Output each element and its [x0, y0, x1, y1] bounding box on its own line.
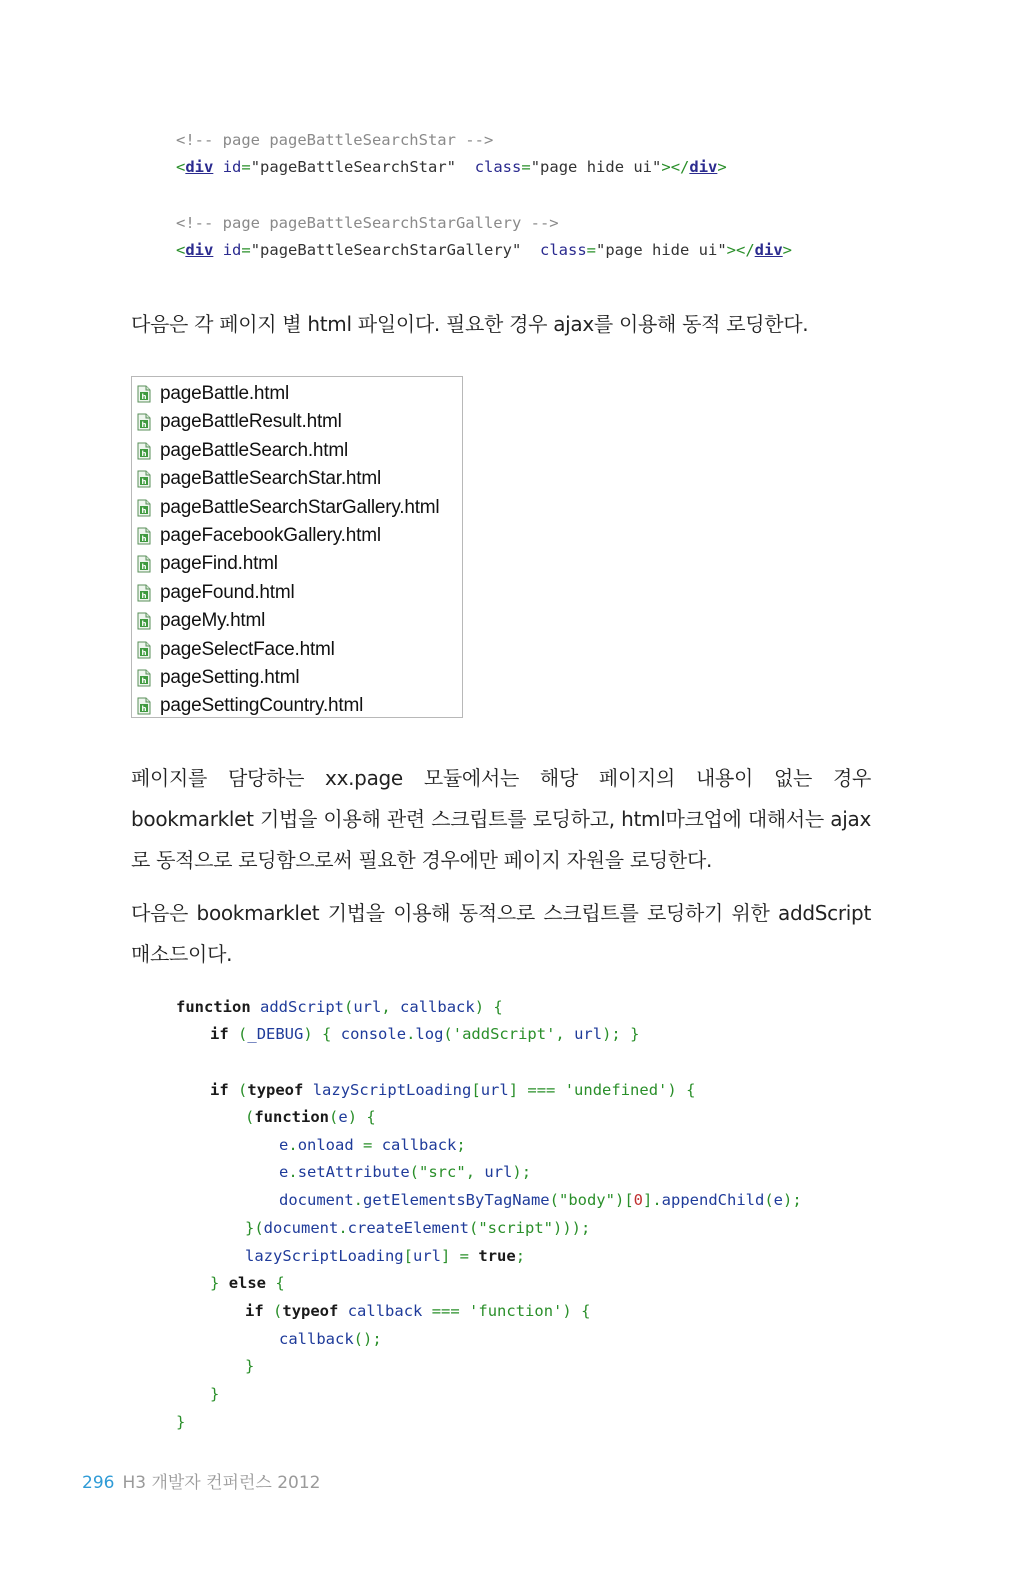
code-div-line-2: <div id="pageBattleSearchStarGallery" class="page hide ui"></div> — [176, 241, 793, 259]
svg-text:h: h — [141, 591, 147, 600]
file-name: pageFacebookGallery.html — [160, 525, 381, 546]
page-footer — [82, 1468, 320, 1493]
svg-text:h: h — [141, 535, 147, 543]
code-comment: <!-- page pageBattleSearchStar --> — [176, 131, 494, 149]
file-list-item[interactable] — [137, 465, 381, 493]
body-paragraph-line-3: 로 동적으로 로딩함으로써 필요한 경우에만 페이지 자원을 로딩한다. — [131, 848, 713, 872]
file-list-item[interactable] — [137, 522, 381, 550]
svg-text:h: h — [141, 478, 147, 487]
file-name: pageFind.html — [160, 553, 278, 575]
code-attr-value: "pageBattleSearchStar" — [250, 158, 457, 176]
html-file-icon — [137, 527, 151, 545]
svg-text:h: h — [141, 449, 147, 458]
svg-text:h: h — [141, 648, 147, 657]
code-attr-value: "page hide ui" — [530, 158, 662, 176]
code-line: }(document.createElement("script"))); — [245, 1219, 591, 1237]
html-file-icon — [137, 669, 151, 687]
code-line: e.onload = callback; — [279, 1136, 466, 1154]
file-list-item[interactable] — [137, 607, 265, 635]
intro-paragraph: 다음은 각 페이지 별 html 파일이다. 필요한 경우 ajax를 이용해 동적 로딩한다. — [131, 312, 809, 336]
file-name: pageSettingCountry.html — [160, 695, 364, 717]
file-list-item[interactable] — [137, 692, 363, 720]
code-line: e.setAttribute("src", url); — [279, 1163, 532, 1181]
addscript-paragraph-line-1: 다음은 bookmarklet 기법을 이용해 동적으로 스크립트를 로딩하기 위한 addScript — [131, 901, 871, 925]
file-name: pageBattleSearchStar.html — [160, 468, 382, 490]
html-file-icon — [137, 470, 151, 488]
body-paragraph-line-1: 페이지를 담당하는 xx.page 모듈에서는 해당 페이지의 내용이 없는 경우 — [131, 766, 871, 790]
html-file-icon — [137, 612, 151, 630]
code-line: } — [210, 1385, 220, 1403]
code-line: if (typeof lazyScriptLoading[url] === 'undefined') { — [210, 1081, 696, 1099]
html-file-icon — [137, 499, 151, 517]
svg-text:h: h — [141, 421, 147, 430]
file-name: pageSetting.html — [160, 667, 300, 688]
svg-text:h: h — [141, 677, 147, 685]
html-file-icon — [137, 555, 151, 573]
html-file-icon — [137, 385, 151, 403]
code-line: (function(e) { — [245, 1108, 376, 1126]
code-line: } else { — [210, 1274, 285, 1292]
file-list-item[interactable] — [137, 437, 348, 465]
addscript-paragraph-line-2: 매소드이다. — [131, 942, 233, 966]
file-list-item[interactable] — [137, 579, 295, 607]
code-line: if (_DEBUG) { console.log('addScript', url); } — [210, 1025, 640, 1043]
code-line: } — [176, 1413, 186, 1431]
file-list-item[interactable] — [137, 494, 439, 522]
code-attr-value: "page hide ui" — [596, 241, 727, 259]
code-attr-value: "pageBattleSearchStarGallery" — [250, 241, 522, 259]
file-name: pageBattleResult.html — [160, 411, 342, 433]
code-line: document.getElementsByTagName("body")[0].appendChild(e); — [279, 1191, 802, 1209]
code-line: } — [245, 1357, 255, 1375]
code-line: lazyScriptLoading[url] = true; — [245, 1247, 526, 1265]
html-file-icon — [137, 413, 151, 431]
file-name: pageBattleSearch.html — [160, 439, 349, 461]
file-name: pageFound.html — [160, 581, 295, 603]
svg-text:h: h — [141, 620, 147, 629]
file-list-item[interactable] — [137, 664, 299, 692]
file-name: pageMy.html — [160, 610, 266, 632]
file-list-item[interactable] — [137, 636, 335, 664]
footer-title: H3 개발자 컨퍼런스 2012 — [122, 1473, 321, 1493]
file-list-item[interactable] — [137, 380, 289, 408]
html-file-icon — [137, 442, 151, 460]
svg-text:h: h — [141, 393, 147, 401]
file-name: pageBattle.html — [160, 383, 290, 404]
file-list-panel — [131, 376, 463, 718]
file-list-item[interactable] — [137, 550, 278, 578]
html-file-icon — [137, 584, 151, 602]
html-file-icon — [137, 697, 151, 715]
code-comment: <!-- page pageBattleSearchStarGallery --> — [176, 214, 559, 232]
code-line: callback(); — [279, 1330, 382, 1348]
code-comment-line-1 — [176, 130, 493, 150]
page-number: 296 — [82, 1473, 115, 1493]
code-line: if (typeof callback === 'function') { — [245, 1302, 591, 1320]
svg-text:h: h — [141, 705, 147, 714]
body-paragraph-line-2: bookmarklet 기법을 이용해 관련 스크립트를 로딩하고, html마크업에 대해서는 ajax — [131, 807, 871, 831]
file-name: pageSelectFace.html — [160, 638, 335, 660]
code-comment-line-2 — [176, 213, 559, 233]
html-file-icon — [137, 641, 151, 659]
file-name: pageBattleSearchStarGallery.html — [160, 496, 440, 518]
file-list-item[interactable] — [137, 408, 342, 436]
svg-text:h: h — [141, 563, 147, 572]
code-line: function addScript(url, callback) { — [176, 998, 503, 1016]
code-div-line-1: <div id="pageBattleSearchStar" class="page hide ui"></div> — [176, 158, 727, 176]
svg-text:h: h — [141, 506, 147, 515]
